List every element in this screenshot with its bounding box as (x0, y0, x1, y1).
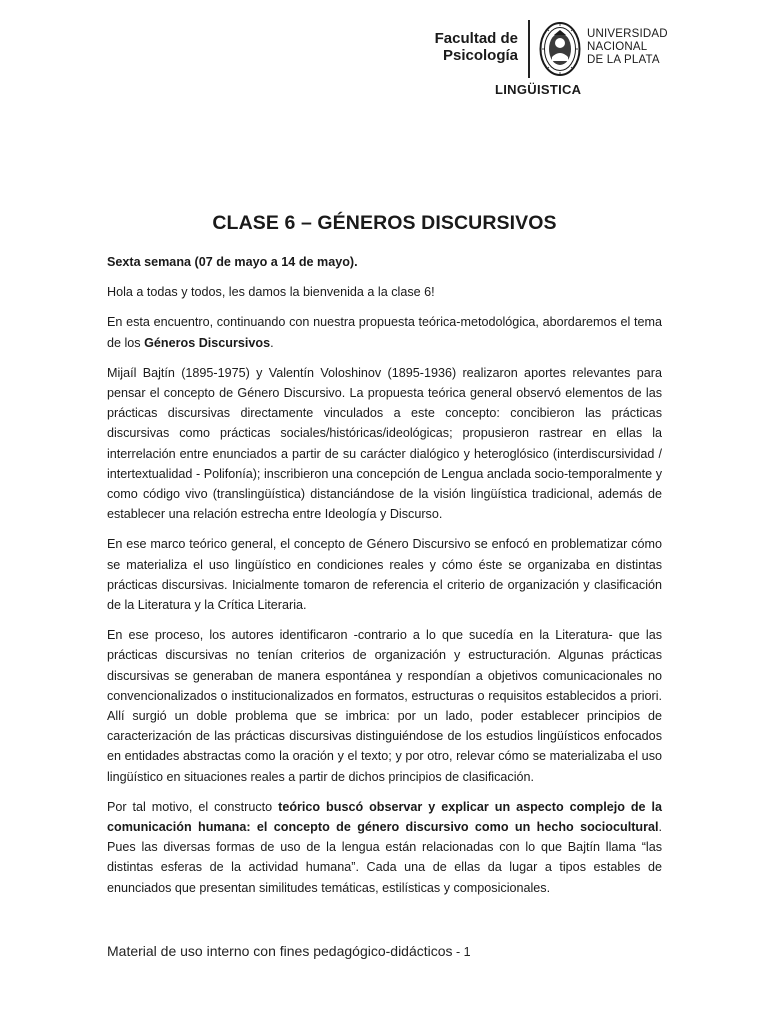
university-name (587, 28, 668, 67)
header-divider (528, 20, 530, 78)
construct-paragraph (107, 797, 662, 898)
university-line-3: DE LA PLATA (587, 54, 660, 66)
greeting-paragraph: Hola a todas y todos, les damos la bienvenida a la clase 6! (107, 285, 435, 300)
footer-text: Material de uso interno con fines pedagógico-didácticos (107, 943, 453, 959)
faculty-name (435, 30, 518, 64)
faculty-line-2: Psicología (442, 47, 518, 64)
page-header (0, 18, 768, 108)
university-line-1: UNIVERSIDAD (587, 28, 668, 40)
page-footer (107, 943, 471, 959)
subject-label: LINGÜISTICA (495, 82, 582, 97)
construct-text-bold: teórico buscó observar y explicar un aspecto complejo de la comunicación humana: el concepto de género discursivo como un hecho sociocultural (107, 799, 662, 835)
page-title: CLASE 6 – GÉNEROS DISCURSIVOS (212, 212, 557, 234)
faculty-line-1: Facultad de (434, 30, 518, 47)
footer-separator: - (452, 945, 464, 959)
framework-paragraph: En ese marco teórico general, el concepto de Género Discursivo se enfocó en problematizar cómo se materializa el uso lingüístico en condiciones reales y cómo éste se organizaba en distintas prácticas discursivas. Inicialmente tomaron de referencia el criterio de organización y clasificación de la Literatura y la Crítica Literaria. (107, 537, 662, 613)
process-paragraph: En ese proceso, los autores identificaron -contrario a lo que sucedía en la Literatura- que las prácticas discursivas no tenían criterios de organización y estructuración. Algunas prácticas discursivas se generaban de manera espontánea y respondían a objetivos comunicacionales no convencionalizados o institucionalizados en formatos, estructuras o requisitos establecidos a priori. Allí surgió un doble problema que se imbrica: por un lado, poder establecer principios de caracterización de las prácticas discursivas distinguiéndose de los estudios lingüísticos enfocados en entidades abstractas como la oración y el texto; y por otro, relevar cómo se materializaba el uso lingüístico en situaciones reales a partir de dichos principios de clasificación. (107, 628, 662, 784)
intro-text-end: . (270, 335, 274, 350)
university-seal-icon (539, 21, 581, 77)
intro-paragraph (107, 312, 662, 352)
page-number: 1 (463, 945, 471, 959)
week-line: Sexta semana (07 de mayo a 14 de mayo). (107, 255, 358, 269)
bajtin-paragraph: Mijaíl Bajtín (1895-1975) y Valentín Voloshinov (1895-1936) realizaron aportes relevantes para pensar el concepto de Género Discursivo. La propuesta teórica general observó elementos de las prácticas discursivas directamente vinculados a este concepto: concibieron las prácticas discursivas como prácticas sociales/históricas/ideológicas; propusieron rastrear en ellas la interrelación entre enunciados a partir de su carácter dialógico y heteroglósico (interdiscursividad / intertextualidad - Polifonía); inscribieron una concepción de Lengua anclada socio-temporalmente y como código vivo (translingüística) distanciándose de la visión lingüística tradicional, además de establecer una relación estrecha entre Ideología y Discurso. (107, 365, 662, 522)
intro-text-start: En esta encuentro, continuando con nuestra propuesta teórica-metodológica, abordaremos el tema de los (107, 315, 662, 350)
construct-text-start: Por tal motivo, el constructo (107, 799, 279, 814)
intro-text-bold: Géneros Discursivos (144, 335, 271, 350)
document-body (107, 208, 662, 908)
university-line-2: NACIONAL (587, 41, 648, 53)
construct-text-end: . Pues las diversas formas de uso de la lengua están relacionadas con lo que Bajtín llama “las distintas esferas de la actividad humana”. Cada una de ellas da lugar a tipos estables de enunciados que presentan similitudes temáticas, estilísticas y composicionales. (107, 820, 662, 895)
